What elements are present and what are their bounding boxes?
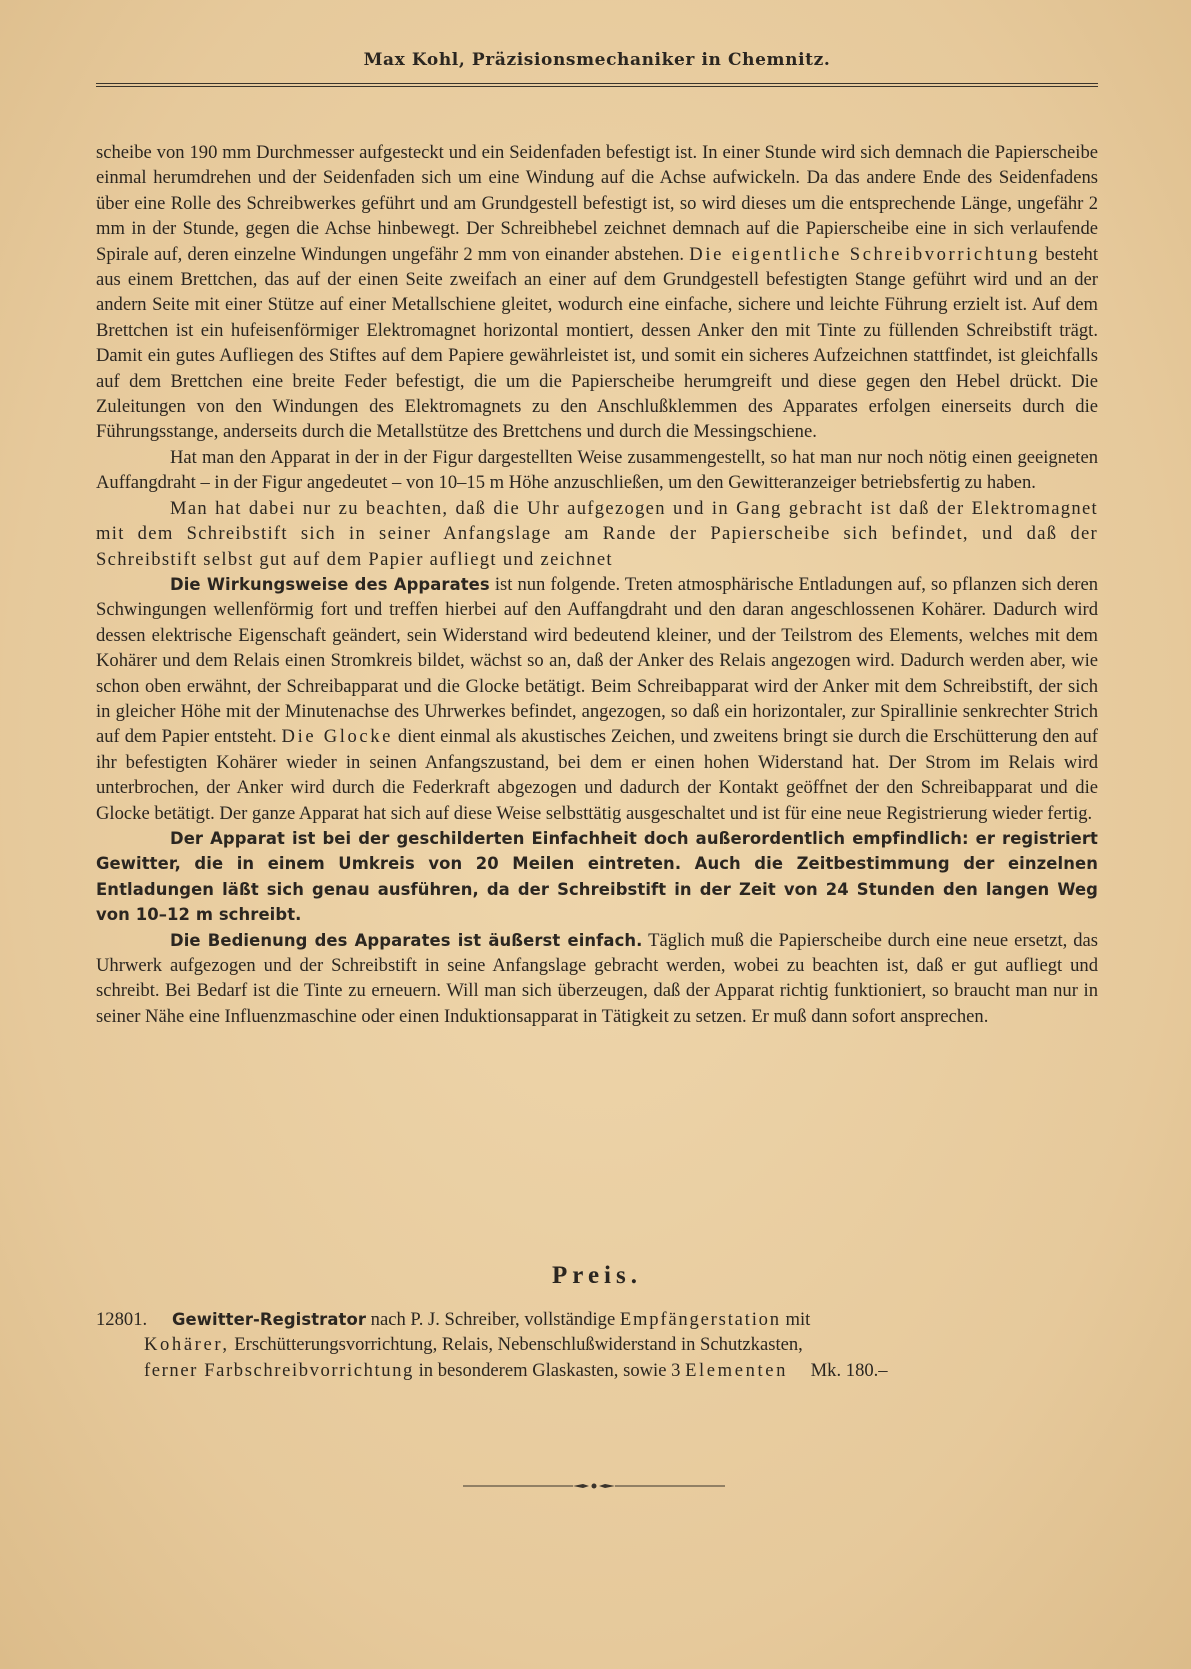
paragraph-1-rest: besteht aus einem Brettchen, das auf der einen Seite zweifach an einer auf dem Grundgestell befestigten Stange geführt wird und an der andern Seite mit einer Stütze auf einer Metallschiene gleitet, wodurch eine einfache, sichere und leichte Führung erzielt ist. Auf dem Brettchen ist ein hufeisenförmiger Elektromagnet horizontal montiert, dessen Anker den mit Tinte zu füllenden Schreibstift trägt. Damit ein gutes Aufliegen des Stiftes auf dem Papiere gewährleistet ist, und somit ein sicheres Aufzeichnen stattfindet, ist gleichfalls auf dem Brettchen eine breite Feder befestigt, die um die Papierscheibe herumgreift und diese gegen den Hebel drückt. Die Zuleitungen von den Windungen des Elektromagnets zu den Anschlußklemmen des Apparates erfolgen einerseits durch die Führungsstange, anderseits durch die Metallstütze des Brettchens und durch die Messingschiene. (96, 243, 1099, 443)
item-line-2-text: Erschütterungsvorrichtung, Relais, Nebenschlußwiderstand in Schutzkasten, (234, 1334, 803, 1356)
paragraph-4-spaced: Die Glocke (281, 726, 394, 748)
paragraph-6-text: Täglich muß die Papierscheibe durch eine neue ersetzt, das Uhrwerk aufgezogen und der Schreibstift in seine Anfangslage gebracht werden, wobei zu beachten ist, daß er gut aufliegt und schreibt. Bei Bedarf ist die Tinte zu erneuern. Will man sich überzeugen, daß der Apparat richtig funktioniert, so braucht man nur in seiner Nähe eine Influenzmaschine oder einen Induktionsapparat in Tätigkeit zu setzen. Er muß dann sofort ansprechen. (96, 929, 1099, 1027)
item-number: 12801. (96, 1309, 148, 1330)
page-header: Max Kohl, Präzisionsmechaniker in Chemnitz. (363, 50, 831, 70)
paragraph-4-text-a: ist nun folgende. Treten atmosphärische Entladungen auf, so pflanzen sich deren Schwingungen wellenförmig fort und treffen hierbei auf den Auffangdraht und den daran angeschlossenen Kohärer. Dadurch wird dessen elektrische Eigenschaft geändert, sein Widerstand wird bedeutend kleiner, und der Teilstrom des Elements, welches mit dem Kohärer und dem Relais einen Stromkreis bildet, wächst so an, daß der Anker des Relais angezogen wird. Dadurch werden aber, wie schon oben erwähnt, der Schreibapparat und die Glocke betätigt. Beim Schreibapparat wird der Anker mit dem Schreibstift, der sich in gleicher Höhe mit der Minutenachse des Uhrwerkes befindet, angezogen, so daß ein horizontaler, zur Spirallinie senkrechter Strich auf dem Papier entsteht. (96, 573, 1099, 748)
item-line-1-text: nach P. J. Schreiber, vollständige (370, 1309, 616, 1330)
item-name: Gewitter-Registrator (172, 1310, 367, 1329)
paragraph-3: Man hat dabei nur zu beachten, daß die Uhr aufgezogen und in Gang gebracht ist daß der Elektromagnet mit dem Schreibstift sich in seiner Anfangslage am Rande der Papierscheibe sich befindet, und daß der Schreibstift selbst gut auf dem Papier aufliegt und zeichnet (96, 497, 1098, 570)
paragraph-4 (96, 572, 1098, 826)
item-line-3-spaced-2: Elementen (685, 1359, 788, 1381)
paragraph-6-heading: Die Bedienung des Apparates ist äußerst einfach. (170, 930, 643, 950)
price-item (96, 1307, 966, 1383)
paragraph-4-heading: Die Wirkungsweise des Apparates (170, 574, 490, 594)
item-line-3-text: in besonderem Glaskasten, sowie 3 (418, 1359, 681, 1381)
item-line-3 (96, 1358, 966, 1383)
ornament-divider (463, 1482, 725, 1490)
paragraph-4-text-b: dient einmal als akustisches Zeichen, und zweitens bringt sie durch die Erschütterung den auf ihr befestigten Kohärer wieder in seinen Anfangszustand, bei dem er einen hohen Widerstand hat. Der Strom im Relais wird unterbrochen, der Anker wird durch die Federkraft abgezogen und dadurch der Kontakt geöffnet der den Schreibapparat und die Glocke betätigt. Der ganze Apparat hat sich auf diese Weise selbsttätig ausgeschaltet und ist für eine neue Registrierung wieder fertig. (96, 726, 1098, 824)
item-line-1-spaced: Empfängerstation (619, 1309, 781, 1330)
paragraph-2: Hat man den Apparat in der in der Figur dargestellten Weise zusammengestellt, so hat man nur noch nötig einen geeigneten Auffangdraht – in der Figur angedeutet – von 10–15 m Höhe anzuschließen, um den Gewitteranzeiger betriebsfertig zu haben. (96, 446, 1098, 494)
paragraph-1-spaced: Die eigentliche Schreibvorrichtung (689, 243, 1041, 265)
header-rule (96, 83, 1098, 87)
item-line-2 (96, 1332, 966, 1357)
paragraph-1-text: scheibe von 190 mm Durchmesser aufgesteckt und ein Seidenfaden befestigt ist. In einer Stunde wird sich demnach die Papierscheibe einmal herumdrehen und der Seidenfaden sich um eine Windung auf die Achse aufwickeln. Da das andere Ende des Seidenfadens über eine Rolle des Schreibwerkes geführt und am Grundgestell befestigt ist, so wird dieses um die entsprechende Länge, ungefähr 2 mm in der Stunde, gegen die Achse hinbewegt. Der Schreibhebel zeichnet demnach auf die Papierscheibe eine in sich verlaufende Spirale auf, deren einzelne Windungen ungefähr 2 mm von einander abstehen. (96, 142, 1098, 265)
item-line-1 (96, 1307, 966, 1332)
item-line-2-spaced: Kohärer, (144, 1334, 230, 1356)
paragraph-6 (96, 928, 1098, 1030)
item-price: Mk. 180.– (810, 1359, 888, 1381)
price-heading: Preis. (552, 1262, 642, 1289)
item-line-1-end: mit (785, 1309, 811, 1330)
paragraph-5: Der Apparat ist bei der geschilderten Einfachheit doch außerordentlich empfindlich: er registriert Gewitter, die in einem Umkreis von 20 Meilen eintreten. Auch die Zeitbestimmung der einzelnen Entladungen läßt sich genau ausführen, da der Schreibstift in der Zeit von 24 Stunden den langen Weg von 10–12 m schreibt. (96, 828, 1098, 925)
body-text (96, 140, 1098, 1029)
paragraph-1 (96, 140, 1098, 445)
item-line-3-spaced: ferner Farbschreibvorrichtung (144, 1359, 414, 1381)
